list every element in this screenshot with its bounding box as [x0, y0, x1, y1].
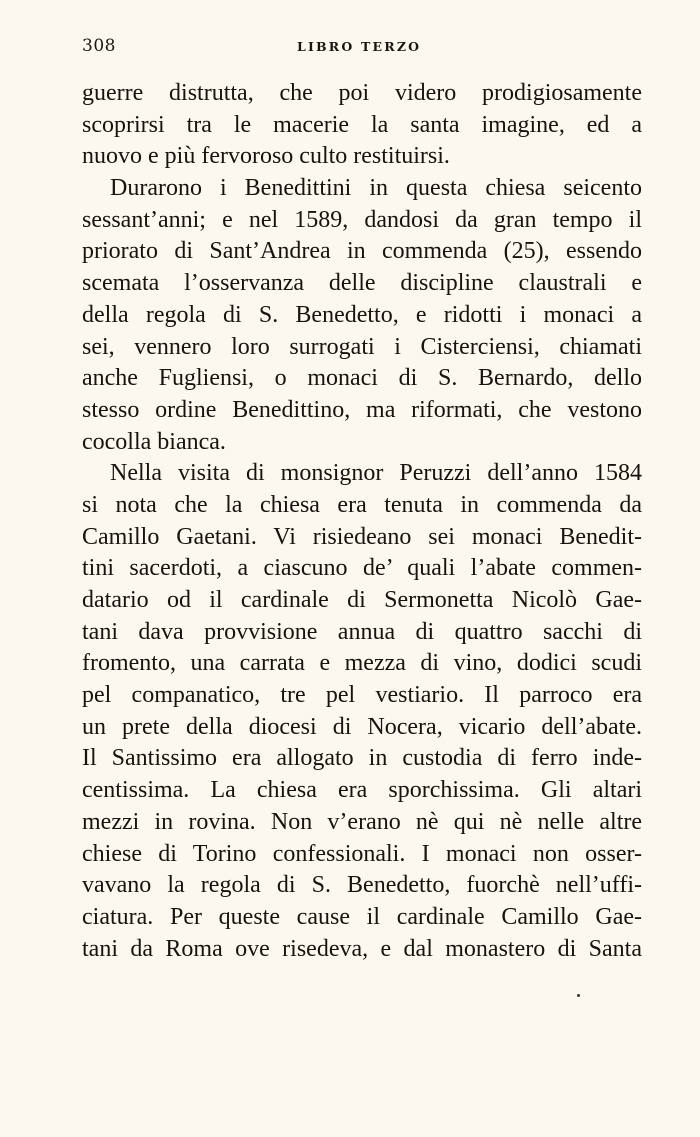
text-line: un prete della diocesi di Nocera, vicario dell’abate.	[82, 713, 642, 740]
text-line: stesso ordine Benedittino, ma riformati, che vestono	[82, 396, 642, 423]
text-line: vavano la regola di S. Benedetto, fuorchè nell’uffi-	[82, 872, 642, 899]
text-line: tani dava provvisione annua di quattro sacchi di	[82, 618, 642, 645]
page-header	[82, 36, 642, 58]
paragraph-first-line: Durarono i Benedittini in questa chiesa seicento	[110, 175, 642, 202]
text-line: mezzi in rovina. Non v’erano nè qui nè nelle altre	[82, 808, 642, 835]
text-line: chiese di Torino confessionali. I monaci non osser-	[82, 840, 642, 867]
text-line: tini sacerdoti, a ciascuno de’ quali l’abate commen-	[82, 555, 642, 582]
text-line: si nota che la chiesa era tenuta in commenda da	[82, 491, 642, 518]
paragraph-first-line: Nella visita di monsignor Peruzzi dell’anno 1584	[110, 460, 642, 487]
paper-speck	[577, 994, 580, 997]
text-line: della regola di S. Benedetto, e ridotti i monaci a	[82, 301, 642, 328]
text-line: scoprirsi tra le macerie la santa imagine, ed a	[82, 111, 642, 138]
body-text	[82, 78, 642, 965]
text-line: fromento, una carrata e mezza di vino, dodici scudi	[82, 650, 642, 677]
text-line: nuovo e più fervoroso culto restituirsi.	[82, 143, 450, 170]
text-line: datario od il cardinale di Sermonetta Nicolò Gae-	[82, 587, 642, 613]
text-line: sessant’anni; e nel 1589, dandosi da gran tempo il	[82, 206, 642, 233]
text-line: centissima. La chiesa era sporchissima. Gli altari	[82, 777, 642, 804]
text-line: Il Santissimo era allogato in custodia di ferro inde-	[82, 745, 642, 772]
text-line: guerre distrutta, che poi videro prodigiosamente	[82, 80, 642, 106]
text-line: sei, vennero loro surrogati i Cisterciensi, chiamati	[82, 333, 642, 360]
text-line: anche Fugliensi, o monaci di S. Bernardo, dello	[82, 365, 642, 392]
text-line: Camillo Gaetani. Vi risiedeano sei monaci Benedit-	[82, 523, 642, 550]
page-number: 308	[82, 36, 116, 56]
text-line: priorato di Sant’Andrea in commenda (25), essendo	[82, 238, 642, 265]
text-line: cocolla bianca.	[82, 428, 226, 455]
text-line: tani da Roma ove risedeva, e dal monastero di Santa	[82, 935, 642, 962]
text-line: scemata l’osservanza delle discipline claustrali e	[82, 270, 642, 297]
text-line: pel companatico, tre pel vestiario. Il parroco era	[82, 682, 642, 709]
text-line: ciatura. Per queste cause il cardinale Camillo Gae-	[82, 903, 642, 930]
running-head: LIBRO TERZO	[297, 39, 422, 54]
